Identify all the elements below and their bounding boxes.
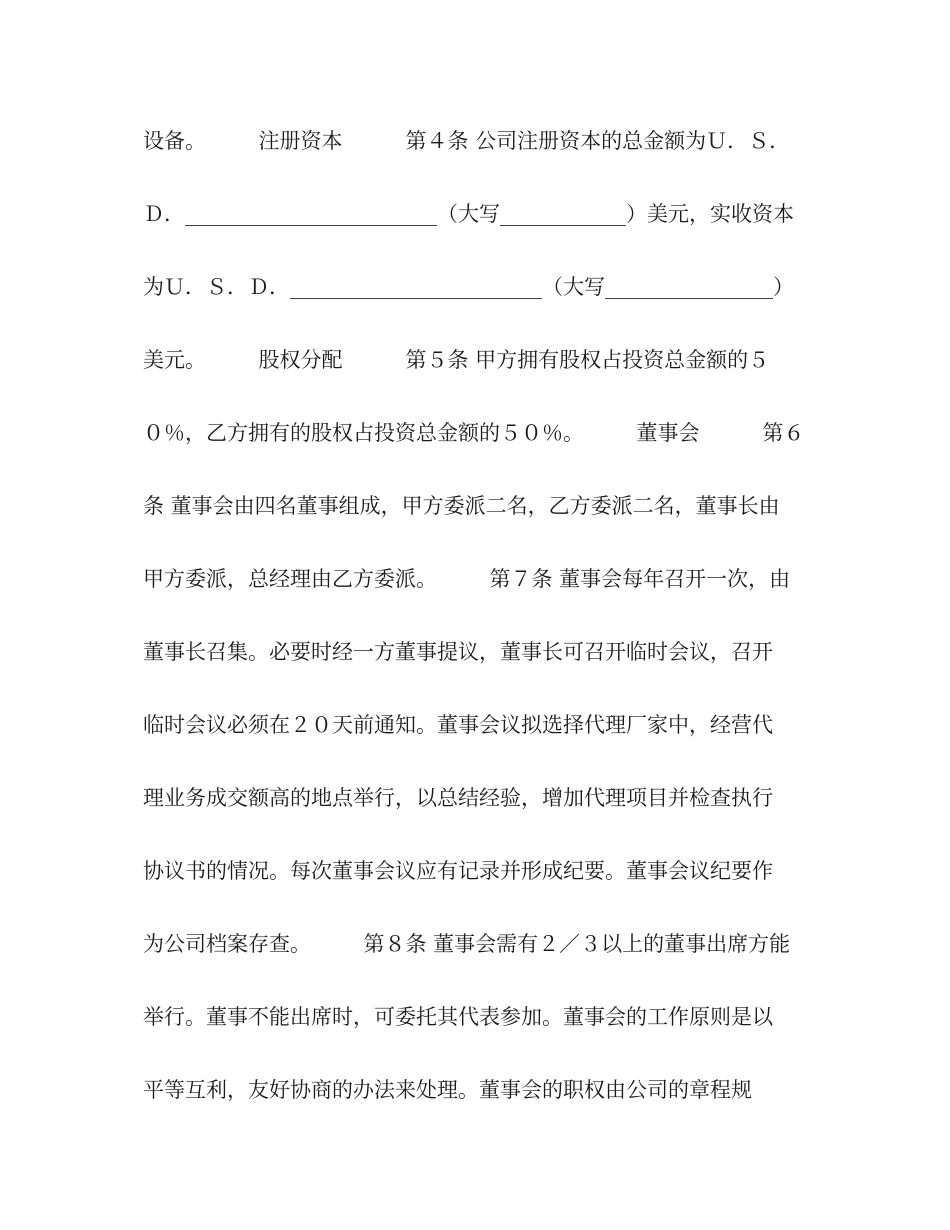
text-line: 甲方委派，总经理由乙方委派。 第７条 董事会每年召开一次，由 [143, 567, 791, 591]
text-line: 举行。董事不能出席时，可委托其代表参加。董事会的工作原则是以 [143, 1005, 773, 1029]
text-line: 为公司档案存查。 第８条 董事会需有２／３以上的董事出席方能 [143, 932, 791, 956]
text-line: 理业务成交额高的地点举行，以总结经验，增加代理项目并检查执行 [143, 786, 773, 810]
text-line: Ｄ．________________________（大写____________）美元，实收资本 [143, 202, 794, 226]
text-line: 平等互利，友好协商的办法来处理。董事会的职权由公司的章程规 [143, 1078, 752, 1102]
text-line: 协议书的情况。每次董事会议应有记录并形成纪要。董事会议纪要作 [143, 859, 773, 883]
text-line: 条 董事会由四名董事组成，甲方委派二名，乙方委派二名，董事长由 [143, 494, 780, 518]
text-line: ０％，乙方拥有的股权占投资总金额的５０％。 董事会 第６ [143, 421, 805, 445]
text-line: 临时会议必须在２０天前通知。董事会议拟选择代理厂家中，经营代 [143, 713, 773, 737]
text-line: 董事长召集。必要时经一方董事提议，董事长可召开临时会议，召开 [143, 640, 773, 664]
text-line: 为Ｕ．Ｓ．Ｄ．________________________（大写________________） [143, 275, 794, 299]
text-line: 设备。 注册资本 第４条 公司注册资本的总金额为Ｕ．Ｓ． [143, 129, 791, 153]
text-line: 美元。 股权分配 第５条 甲方拥有股权占投资总金额的５ [143, 348, 770, 372]
